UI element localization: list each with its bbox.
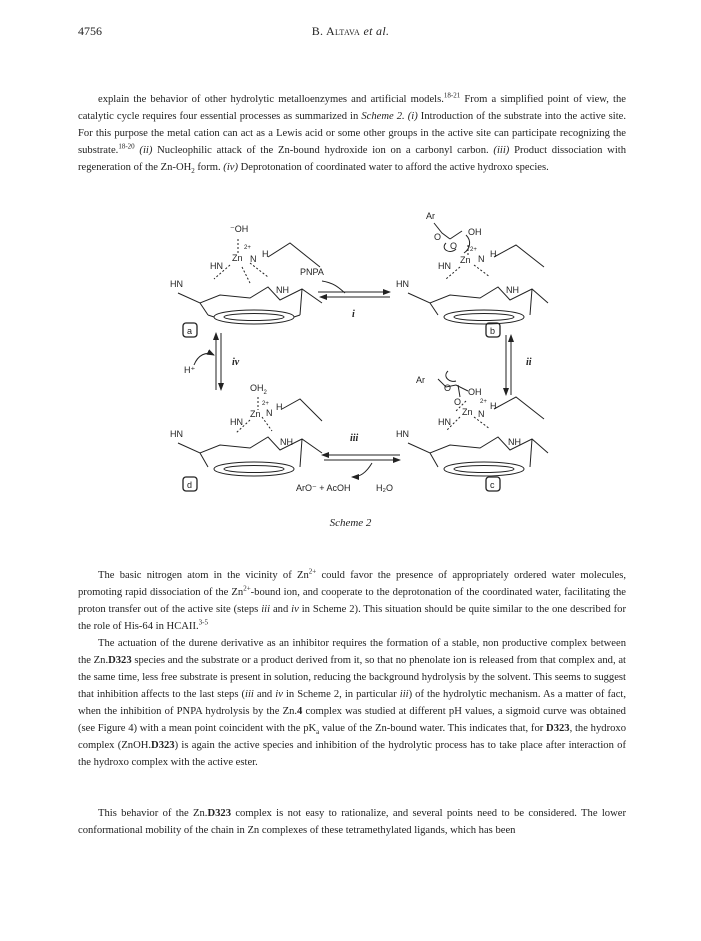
text: -bound ion, and cooperate to the deprotonation of the coordinated water, facilitating the proton transfer out of the active site (steps (78, 586, 626, 615)
compound-label: D323 (207, 807, 231, 819)
hn-ring-label: HN (170, 429, 183, 439)
complex-b (408, 223, 548, 324)
compound-label: D323 (546, 722, 570, 734)
step-ii-label: ii (526, 357, 532, 368)
h-label: H (276, 402, 283, 412)
text: , the hydroxo complex (ZnOH. (78, 722, 626, 751)
h-label: H (490, 401, 497, 411)
h-label: H (262, 249, 269, 259)
scheme-caption: Scheme 2 (329, 517, 372, 529)
n-label: N (478, 254, 485, 264)
h-label: H (490, 249, 497, 259)
text: species and the substrate or a product derived from it, so that no phenolate ion is released from that complex and, at the same time, less free substrate is present in solution, reducing the background hydrolysis by the solvent. This seems to suggest that inhibition affects to the last steps ( (78, 654, 626, 700)
text: in Scheme 2). This situation should be quite similar to the one described for the role of His-64 in HCAII. (78, 603, 626, 632)
text: explain the behavior of other hydrolytic metalloenzymes and artificial models. (98, 93, 444, 105)
charge-label: 2+ (480, 399, 487, 405)
oxygen-label: O (450, 241, 458, 251)
paragraph-2 (78, 567, 626, 635)
hn-ring-label: HN (396, 279, 409, 289)
step-label: (ii) (134, 144, 153, 156)
hn-label: HN (438, 261, 451, 271)
citation: 18-21 (443, 91, 461, 100)
zinc-label: Zn (250, 409, 261, 419)
compound-label: D323 (151, 739, 175, 751)
text: ) is again the active species and inhibition of the hydrolytic process has to take place after interaction of the hydroxo complex with the active ester. (78, 739, 626, 768)
nh-label: NH (508, 437, 521, 447)
compound-label: 4 (297, 705, 303, 717)
scheme-2-figure (150, 205, 550, 505)
text: and (253, 688, 276, 700)
zinc-label: Zn (462, 407, 473, 417)
pnpa-label: PNPA (300, 267, 324, 277)
oxygen-label: O (444, 383, 452, 393)
page-number: 4756 (78, 24, 102, 38)
aryl-label: Ar (416, 375, 425, 385)
zinc-label: Zn (460, 255, 471, 265)
n-label: N (478, 409, 485, 419)
text: Introduction of the substrate into the active site. For this purpose the metal cation can act as a Lewis acid or some other groups in the active site can participate recognizing the substrate. (78, 110, 626, 156)
step-label: iii (245, 688, 254, 700)
proton-label: H⁺ (184, 365, 196, 375)
charge-label: 2+ (470, 247, 477, 253)
hydroxide-label: ⁻OH (230, 224, 249, 234)
hn-ring-label: HN (170, 279, 183, 289)
et-al: et al. (363, 24, 390, 38)
hn-label: HN (438, 417, 451, 427)
text: Nucleophilic attack of the Zn-bound hydroxide ion on a carbonyl carbon. (152, 144, 494, 156)
step-label: iii (399, 688, 409, 700)
text: Deprotonation of coordinated water to afford the active hydroxo species. (238, 161, 549, 173)
scheme-reference: Scheme 2. (361, 110, 405, 122)
text: could favor the presence of appropriately ordered water molecules, promoting rapid dissociation of the Zn (78, 569, 626, 598)
step-iv-label: iv (232, 357, 240, 368)
step-i-label: i (352, 309, 355, 320)
water-label: $OH_2$ (250, 383, 267, 396)
paragraph-4 (78, 805, 626, 839)
text: complex was studied at different pH values, a sigmoid curve was obtained (see Figure 4) with a mean point coincident with the pK (78, 705, 626, 734)
charge-label: 2+ (244, 245, 251, 251)
charge-label: 2+ (262, 401, 269, 407)
nh-label: NH (276, 285, 289, 295)
text: Product dissociation with regeneration of the Zn-OH (78, 144, 627, 173)
n-label: N (250, 254, 257, 264)
running-head-title (0, 24, 701, 39)
label-a: a (187, 326, 193, 336)
hydroxyl-label: OH (468, 387, 482, 397)
text: The basic nitrogen atom in the vicinity of Zn (98, 569, 309, 581)
label-d: d (187, 480, 193, 490)
paragraph-3 (78, 635, 626, 771)
zinc-label: Zn (232, 253, 243, 263)
oxygen-label: O (454, 397, 462, 407)
hn-ring-label: HN (396, 429, 409, 439)
step-label: iii (261, 603, 271, 615)
hn-label: HN (210, 261, 223, 271)
step-label: (iv) (223, 161, 238, 173)
subscript: a (316, 727, 320, 736)
complex-a (178, 239, 322, 324)
step-label: (i) (407, 110, 418, 122)
paragraph-1 (78, 91, 626, 176)
step-label: iv (291, 603, 299, 615)
text: value of the Zn-bound water. This indicates that, for (319, 722, 547, 734)
text: From a simplified point of view, the catalytic cycle requires four essential processes as summarized in (78, 93, 626, 122)
citation: 18-20 (118, 142, 135, 151)
step-label: iv (275, 688, 283, 700)
hydroxyl-label: OH (468, 227, 482, 237)
subscript: 2 (191, 166, 195, 175)
text: This behavior of the Zn. (98, 807, 208, 819)
hn-label: HN (230, 417, 243, 427)
citation: 3-5 (198, 618, 208, 627)
text: complex is not easy to rationalize, and several points need to be considered. The lower conformational mobility of the chain in Zn complexes of these tetramethylated ligands, which has been (78, 807, 626, 836)
nh-label: NH (280, 437, 293, 447)
text: and (270, 603, 292, 615)
author-name: B. Altava (311, 24, 361, 38)
label-b: b (490, 326, 496, 336)
compound-label: D323 (108, 654, 132, 666)
water-reagent-label: H₂O (376, 483, 393, 493)
products-label: ArO⁻ + AcOH (296, 483, 351, 493)
aryl-label: Ar (426, 211, 435, 221)
text: ) of the hydrolytic mechanism. As a matter of fact, when the inhibition of PNPA hydrolysis by the Zn. (78, 688, 627, 717)
superscript: 2+ (243, 584, 251, 593)
superscript: 2+ (308, 567, 317, 576)
step-label: (iii) (493, 144, 510, 156)
n-label: N (266, 408, 273, 418)
text: in Scheme 2, in particular (282, 688, 400, 700)
label-c: c (490, 480, 495, 490)
scheme-diagram (150, 205, 550, 505)
step-iii-label: iii (350, 433, 359, 444)
text: form. (194, 161, 224, 173)
nh-label: NH (506, 285, 519, 295)
running-header (0, 24, 701, 44)
text: The actuation of the durene derivative as an inhibitor requires the formation of a stable, non productive complex between the Zn. (78, 637, 626, 666)
oxygen-label: O (434, 232, 442, 242)
